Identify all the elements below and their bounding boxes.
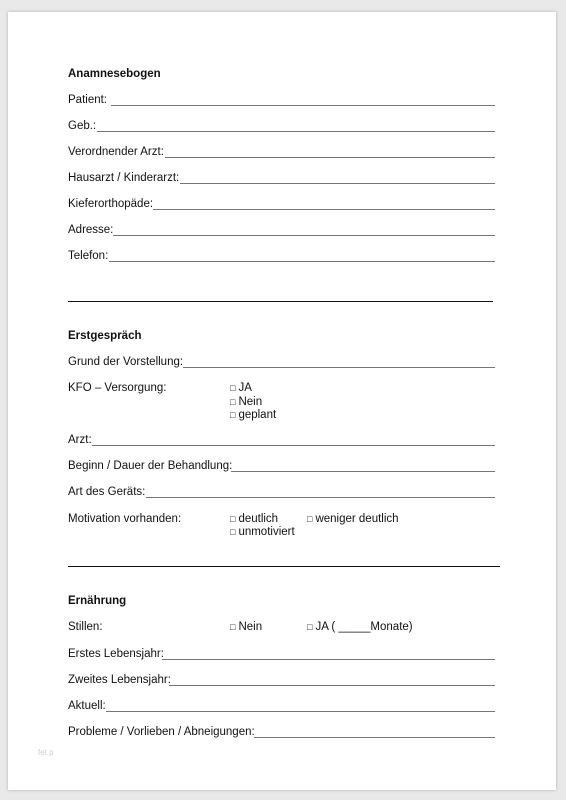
checkbox-icon[interactable]: □: [230, 514, 236, 524]
stillen-option-nein-label: Nein: [238, 621, 263, 633]
field-label-kfo-versorgung: KFO – Versorgung:: [68, 382, 167, 394]
checkbox-icon[interactable]: □: [230, 622, 236, 632]
field-line-hausarzt[interactable]: [180, 183, 495, 184]
field-label-grund: Grund der Vorstellung:: [68, 356, 184, 368]
section-divider-2: [68, 566, 500, 567]
section-heading-erstgespraech: Erstgespräch: [68, 330, 142, 342]
field-line-aktuell[interactable]: [106, 711, 495, 712]
field-label-verordnender-arzt: Verordnender Arzt:: [68, 146, 164, 158]
kfo-option-nein-label: Nein: [238, 396, 263, 408]
field-line-adresse[interactable]: [113, 235, 495, 236]
field-label-patient: Patient:: [68, 94, 107, 106]
kfo-option-geplant-label: geplant: [238, 409, 277, 421]
checkbox-icon[interactable]: □: [307, 514, 313, 524]
checkbox-icon[interactable]: □: [230, 410, 236, 420]
field-label-geb: Geb.:: [68, 120, 97, 132]
field-label-probleme: Probleme / Vorlieben / Abneigungen:: [68, 726, 255, 738]
field-line-kieferorthopaede[interactable]: [153, 209, 495, 210]
section-divider-1: [68, 301, 493, 302]
motivation-option-unmotiviert[interactable]: [230, 526, 295, 538]
field-label-motivation: Motivation vorhanden:: [68, 513, 182, 525]
kfo-option-geplant[interactable]: [230, 409, 276, 421]
motivation-option-deutlich[interactable]: [230, 513, 278, 525]
stillen-option-nein[interactable]: [230, 621, 262, 633]
field-label-kieferorthopaede: Kieferorthopäde:: [68, 198, 154, 210]
motivation-option-weniger-deutlich[interactable]: [307, 513, 399, 525]
kfo-option-ja[interactable]: [230, 382, 252, 394]
section-heading-anamnese: Anamnesebogen: [68, 68, 161, 80]
field-label-telefon: Telefon:: [68, 250, 109, 262]
checkbox-icon[interactable]: □: [230, 397, 236, 407]
checkbox-icon[interactable]: □: [230, 527, 236, 537]
kfo-option-ja-label: JA: [238, 382, 252, 394]
field-line-geb[interactable]: [97, 131, 495, 132]
field-line-zweites-lebensjahr[interactable]: [169, 685, 495, 686]
field-line-arzt[interactable]: [92, 445, 495, 446]
checkbox-icon[interactable]: □: [230, 383, 236, 393]
stillen-option-ja-label: JA ( _____Monate): [315, 621, 413, 633]
field-label-arzt: Arzt:: [68, 434, 92, 446]
watermark-text: fet.p: [38, 748, 54, 757]
stillen-option-ja[interactable]: [307, 621, 413, 633]
field-label-aktuell: Aktuell:: [68, 700, 106, 712]
motivation-option-weniger-deutlich-label: weniger deutlich: [315, 513, 399, 525]
motivation-option-deutlich-label: deutlich: [238, 513, 279, 525]
field-line-probleme[interactable]: [254, 737, 495, 738]
field-line-grund[interactable]: [183, 367, 495, 368]
field-line-telefon[interactable]: [109, 261, 495, 262]
section-heading-ernaehrung: Ernährung: [68, 595, 127, 607]
field-label-adresse: Adresse:: [68, 224, 114, 236]
form-page: [8, 12, 556, 790]
motivation-option-unmotiviert-label: unmotiviert: [238, 526, 295, 538]
field-label-erstes-lebensjahr: Erstes Lebensjahr:: [68, 648, 164, 660]
field-label-stillen: Stillen:: [68, 621, 103, 633]
field-line-verordnender-arzt[interactable]: [165, 157, 495, 158]
field-line-beginn[interactable]: [231, 471, 495, 472]
kfo-option-nein[interactable]: [230, 396, 262, 408]
field-label-hausarzt: Hausarzt / Kinderarzt:: [68, 172, 180, 184]
field-line-erstes-lebensjahr[interactable]: [162, 659, 495, 660]
checkbox-icon[interactable]: □: [307, 622, 313, 632]
field-label-beginn: Beginn / Dauer der Behandlung:: [68, 460, 233, 472]
field-label-zweites-lebensjahr: Zweites Lebensjahr:: [68, 674, 171, 686]
field-line-patient[interactable]: [111, 105, 495, 106]
field-line-geraet[interactable]: [146, 497, 495, 498]
field-label-geraet: Art des Geräts:: [68, 486, 146, 498]
